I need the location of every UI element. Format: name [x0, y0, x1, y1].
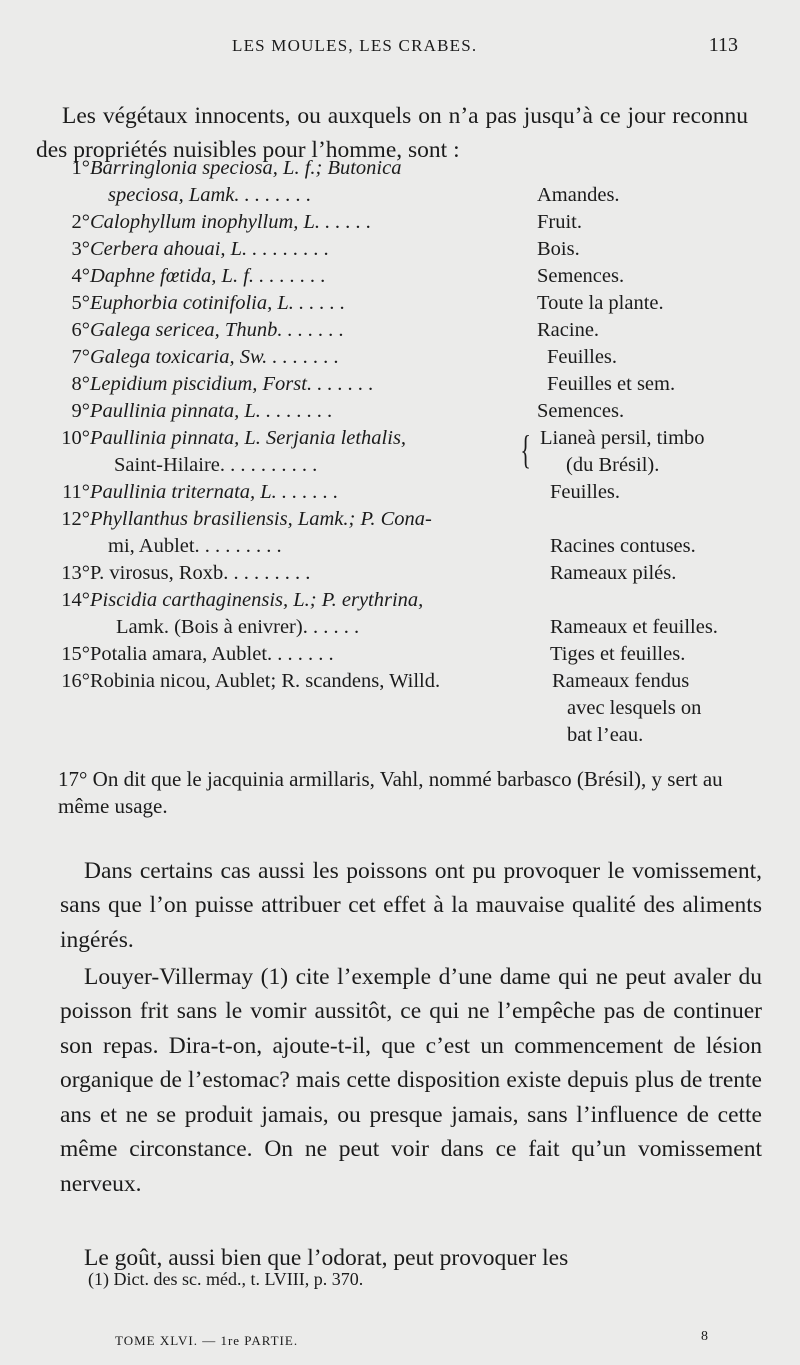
- paragraph: Dans certains cas aussi les poissons ont pu provoquer le vomissement, sans que l’on puisse attribuer cet effet à la mauvaise qualité des aliments ingérés.: [60, 857, 762, 953]
- list-item: 7° Galega toxicaria, Sw. . . . . . . . Feuilles.: [71, 346, 618, 368]
- signature-line: TOME XLVI. — 1re PARTIE.: [115, 1333, 299, 1348]
- list-item: 10° Paullinia pinnata, L. Serjania lethalis, Saint-Hilaire. . . . . . . . . . { Lianeà persil, timbo (du Brésil).: [61, 427, 705, 476]
- list-item: 11° Paullinia triternata, L. . . . . . . Feuilles.: [62, 481, 621, 503]
- list-item: 4° Daphne fœtida, L. f. . . . . . . . Semences.: [71, 265, 625, 287]
- paragraph: Louyer-Villermay (1) cite l’exemple d’une dame qui ne peut avaler du poisson frit sans le vomir aussitôt, ce qui ne l’empêche pas de continuer son repas. Dira-t-on, ajoute-t-il, que c’est un commencement de lésion organique de l’estomac? mais cette disposition existe depuis plus de trente ans et ne se produit jamais, ou presque jamais, sans l’influence de cette même circonstance. On ne peut voir dans ce fait qu’un vomissement nerveux.: [60, 963, 762, 1197]
- list-item: 9° Paullinia pinnata, L. . . . . . . . Semences.: [71, 400, 625, 422]
- header-title: LES MOULES, LES CRABES.: [232, 36, 478, 55]
- list-item: 12° Phyllanthus brasiliensis, Lamk.; P. Cona- mi, Aublet. . . . . . . . . Racines contuses.: [61, 508, 696, 557]
- list-item: 13° P. virosus, Roxb. . . . . . . . . Rameaux pilés.: [61, 562, 677, 584]
- list-item: 6° Galega sericea, Thunb. . . . . . . Racine.: [71, 319, 600, 341]
- list-item: 14° Piscidia carthaginensis, L.; P. erythrina, Lamk. (Bois à enivrer). . . . . . Rameaux et feuilles.: [61, 589, 718, 638]
- list-item: 16° Robinia nicou, Aublet; R. scandens, Willd. Rameaux fendus avec lesquels on bat l’eau.: [61, 670, 702, 746]
- list-item: 1° Barringlonia speciosa, L. f.; Butonica speciosa, Lamk. . . . . . . . Amandes.: [71, 157, 620, 206]
- list-note: 17° On dit que le jacquinia armillaris, Vahl, nommé barbasco (Brésil), y sert au même usage.: [58, 767, 723, 818]
- plant-list: [0, 155, 800, 750]
- intro-paragraph: Les végétaux innocents, ou auxquels on n’a pas jusqu’à ce jour reconnu des propriétés nuisibles pour l’homme, sont :: [36, 102, 748, 163]
- list-item: 15° Potalia amara, Aublet. . . . . . . Tiges et feuilles.: [61, 643, 686, 665]
- list-item: 8° Lepidium piscidium, Forst. . . . . . . Feuilles et sem.: [71, 373, 676, 395]
- footnote: (1) Dict. des sc. méd., t. LVIII, p. 370.: [88, 1269, 364, 1289]
- page-number: 113: [708, 34, 738, 56]
- list-item: 3° Cerbera ahouai, L. . . . . . . . . Bois.: [71, 238, 580, 260]
- list-item: 5° Euphorbia cotinifolia, L. . . . . . Toute la plante.: [71, 292, 664, 314]
- signature-mark: 8: [701, 1329, 708, 1344]
- curly-brace-icon: {: [520, 427, 531, 472]
- paragraph: Le goût, aussi bien que l’odorat, peut provoquer les: [84, 1244, 569, 1271]
- running-header: [0, 32, 800, 62]
- list-item: 2° Calophyllum inophyllum, L. . . . . . Fruit.: [71, 211, 582, 233]
